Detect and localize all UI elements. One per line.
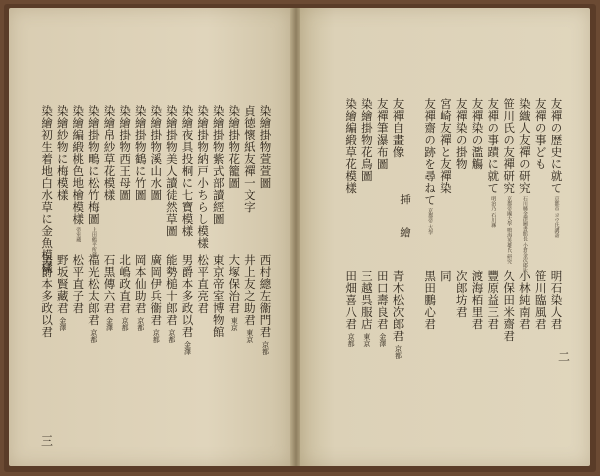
- entry-title-text: 友禪染の掛物: [454, 98, 469, 170]
- entry-title-column: [72, 105, 84, 242]
- entry-title-column: [503, 98, 515, 264]
- entry-title-text: 宮崎友禪と友禪染: [438, 98, 453, 194]
- entry-credit-column: [345, 270, 357, 347]
- illustrations-heading: 挿 繪: [399, 194, 411, 244]
- entry-credit-column: [259, 254, 271, 355]
- entry-credit-text: 久保田米齋君: [502, 270, 517, 342]
- entry-credit-column: [150, 254, 162, 343]
- entry-credit-text: 福光松太郎君: [86, 254, 101, 326]
- entry-credit-text: 豐原益三君: [486, 270, 501, 330]
- entry-credit-sub: 金澤: [58, 317, 67, 331]
- entry-title-column: [439, 98, 451, 194]
- entry-title-column: [87, 105, 99, 257]
- entry-credit-text: 同: [438, 270, 453, 282]
- entry-credit-column: [550, 270, 562, 330]
- entry-title-column: [103, 105, 115, 201]
- entry-credit-text: 笹川臨風君: [533, 270, 548, 330]
- entry-credit-column: [360, 270, 372, 347]
- entry-credit-column: [376, 270, 388, 347]
- entry-credit-sub: 京都: [167, 329, 176, 343]
- entry-title-column: [119, 105, 131, 201]
- entry-title-text: 友禪齋の跡を尋ねて: [423, 98, 438, 206]
- entry-credit-text: 野坂賢藏君: [55, 254, 70, 314]
- entry-title-text: 染繪掛物西王母圖: [118, 105, 133, 201]
- entry-title-note: 帝室蔵: [75, 227, 82, 242]
- entry-credit-text: 大塚保治君: [227, 254, 242, 314]
- entry-credit-column: [243, 254, 255, 343]
- entry-credit-column: [228, 254, 240, 331]
- entry-title-column: [550, 98, 562, 238]
- entry-title-text: 笹川氏の友禪研究: [502, 98, 517, 194]
- entry-credit-column: [103, 254, 115, 331]
- entry-title-text: 染繪掛物萱萱圖: [258, 105, 273, 189]
- entry-credit-sub: 京都: [136, 317, 145, 331]
- entry-credit-text: 能勢槌十郎君: [164, 254, 179, 326]
- entry-credit-text: 小林純南君: [517, 270, 532, 330]
- entry-credit-column: [392, 270, 404, 359]
- entry-title-column: [518, 98, 530, 273]
- entry-credit-column: [455, 270, 467, 318]
- entry-credit-sub: 京都: [89, 329, 98, 343]
- entry-title-text: 友禪自畫像: [391, 98, 406, 158]
- entry-title-text: 染繪夜具投桐に七寶模樣: [180, 105, 195, 237]
- page-number: 二: [558, 350, 571, 364]
- entry-credit-text: 田畑喜八君: [344, 270, 359, 330]
- entry-credit-column: [87, 254, 99, 343]
- entry-credit-text: 次郎坊君: [454, 270, 469, 318]
- entry-credit-text: 松平直亮君: [196, 254, 211, 314]
- entry-credit-column: [534, 270, 546, 330]
- entry-title-note: 上田鶴平所蔵: [90, 227, 97, 257]
- entry-credit-sub: 金澤: [183, 341, 192, 355]
- entry-title-text: 貞徳懷紙友禪一文字: [242, 105, 257, 213]
- entry-credit-text: 田口壽良君: [375, 270, 390, 330]
- entry-title-column: [228, 105, 240, 189]
- entry-credit-sub: 京都: [121, 317, 130, 331]
- entry-title-note: 京都市 ヨウ氏講話: [553, 196, 560, 238]
- entry-credit-column: [212, 254, 224, 338]
- entry-credit-column: [134, 254, 146, 331]
- entry-credit-column: [72, 254, 84, 314]
- entry-title-text: 友禪の事蹟に就て: [486, 98, 501, 194]
- entry-title-note: 京都帝 大學: [427, 208, 434, 235]
- entry-title-text: 染繪初生着地白水草に金魚模樣: [40, 105, 55, 273]
- entry-title-text: 染繪掛物紫式部讀經圖: [211, 105, 226, 225]
- entry-title-column: [56, 105, 68, 201]
- entry-credit-column: [487, 270, 499, 330]
- entry-credit-column: [471, 270, 483, 330]
- entry-title-text: 染繪編緞草花模樣: [344, 98, 359, 194]
- entry-title-text: 染繪掛物花鳥圖: [359, 98, 374, 182]
- entry-credit-text: 男爵本多政以君: [180, 254, 195, 338]
- entry-credit-text: 三越呉服店: [359, 270, 374, 330]
- right-page: [300, 8, 590, 466]
- entry-title-text: 染繪紗物に梅模樣: [55, 105, 70, 201]
- page-number: 三: [41, 434, 54, 448]
- entry-credit-text: 岡本仙助君: [133, 254, 148, 314]
- entry-title-text: 友禪筆瀑布圖: [375, 98, 390, 170]
- entry-title-column: [455, 98, 467, 170]
- entry-title-text: 友禪染の濫觴: [470, 98, 485, 170]
- entry-title-column: [360, 98, 372, 182]
- entry-title-column: [259, 105, 271, 189]
- entry-title-column: [165, 105, 177, 237]
- entry-title-text: 染織人友禪の研究: [517, 98, 532, 194]
- entry-title-text: 染繪掛物納戸小ちらし模樣: [196, 105, 211, 249]
- entry-title-column: [345, 98, 357, 194]
- entry-credit-column: [518, 270, 530, 330]
- entry-credit-column: [181, 254, 193, 355]
- entry-credit-text: 廣岡伊兵衞君: [149, 254, 164, 326]
- entry-credit-sub: 京都: [347, 333, 356, 347]
- entry-credit-text: 北嶋政直君: [118, 254, 133, 314]
- entry-title-note: 京都帝國大學 鳴海英雄氏 研究: [506, 196, 513, 265]
- entry-credit-text: 松平直子君: [71, 254, 86, 314]
- entry-credit-sub: 金澤: [105, 317, 114, 331]
- entry-title-text: 染繪帛紗草花模樣: [102, 105, 117, 201]
- left-page: [9, 8, 292, 466]
- entry-title-text: 染繪掛物溪山水圖: [149, 105, 164, 201]
- entry-title-column: [392, 98, 404, 158]
- entry-title-column: [471, 98, 483, 170]
- entry-title-text: 染繪掛物鴫に松竹梅圖: [86, 105, 101, 225]
- entry-title-column: [424, 98, 436, 235]
- entry-title-column: [181, 105, 193, 237]
- entry-credit-sub: 東京: [362, 333, 371, 347]
- entry-credit-text: 渡海栢里君: [470, 270, 485, 330]
- entry-title-column: [243, 105, 255, 213]
- entry-title-column: [212, 105, 224, 225]
- entry-title-column: [197, 105, 209, 249]
- entry-title-column: [134, 105, 146, 201]
- entry-title-text: 友禪の事ども: [533, 98, 548, 170]
- entry-title-note: 明治乃 石川縣: [490, 196, 497, 228]
- entry-credit-sub: 東京: [230, 317, 239, 331]
- entry-credit-sub: 京都: [152, 329, 161, 343]
- entry-title-text: 染繪掛物鶴に竹圖: [133, 105, 148, 201]
- entry-credit-column: [56, 254, 68, 331]
- entry-credit-text: 西村總左衞門君: [258, 254, 273, 338]
- entry-credit-text: 男爵本多政以君: [40, 254, 55, 338]
- entry-title-text: 友禪の歴史に就て: [549, 98, 564, 194]
- entry-credit-text: 明石染人君: [549, 270, 564, 330]
- entry-credit-sub: 京都: [394, 345, 403, 359]
- entry-credit-text: 石黒傳六君: [102, 254, 117, 314]
- entry-title-column: [534, 98, 546, 170]
- entry-credit-sub: 京都: [261, 341, 270, 355]
- entry-credit-column: [439, 270, 451, 282]
- entry-credit-sub: 金澤: [378, 333, 387, 347]
- entry-credit-column: [41, 254, 53, 338]
- entry-title-column: [150, 105, 162, 201]
- entry-credit-text: 黒田鵬心君: [423, 270, 438, 330]
- entry-title-note: 石川縣金澤圖書館長 小倉金次郎氏: [521, 196, 528, 273]
- entry-credit-text: 井上友之助君: [242, 254, 257, 326]
- entry-credit-column: [119, 254, 131, 331]
- entry-credit-text: 青木松次郎君: [391, 270, 406, 342]
- entry-credit-column: [165, 254, 177, 343]
- entry-credit-column: [503, 270, 515, 342]
- entry-title-text: 染繪編緞桃色地檜模樣: [71, 105, 86, 225]
- entry-title-text: 染繪掛物花籠圖: [227, 105, 242, 189]
- entry-title-column: [41, 105, 53, 273]
- entry-title-column: [487, 98, 499, 228]
- entry-credit-column: [424, 270, 436, 330]
- entry-title-column: [376, 98, 388, 170]
- entry-credit-text: 東京帝室博物館: [211, 254, 226, 338]
- entry-title-text: 染繪掛物美人讀徒然草圖: [164, 105, 179, 237]
- entry-credit-sub: 東京: [245, 329, 254, 343]
- entry-credit-column: [197, 254, 209, 314]
